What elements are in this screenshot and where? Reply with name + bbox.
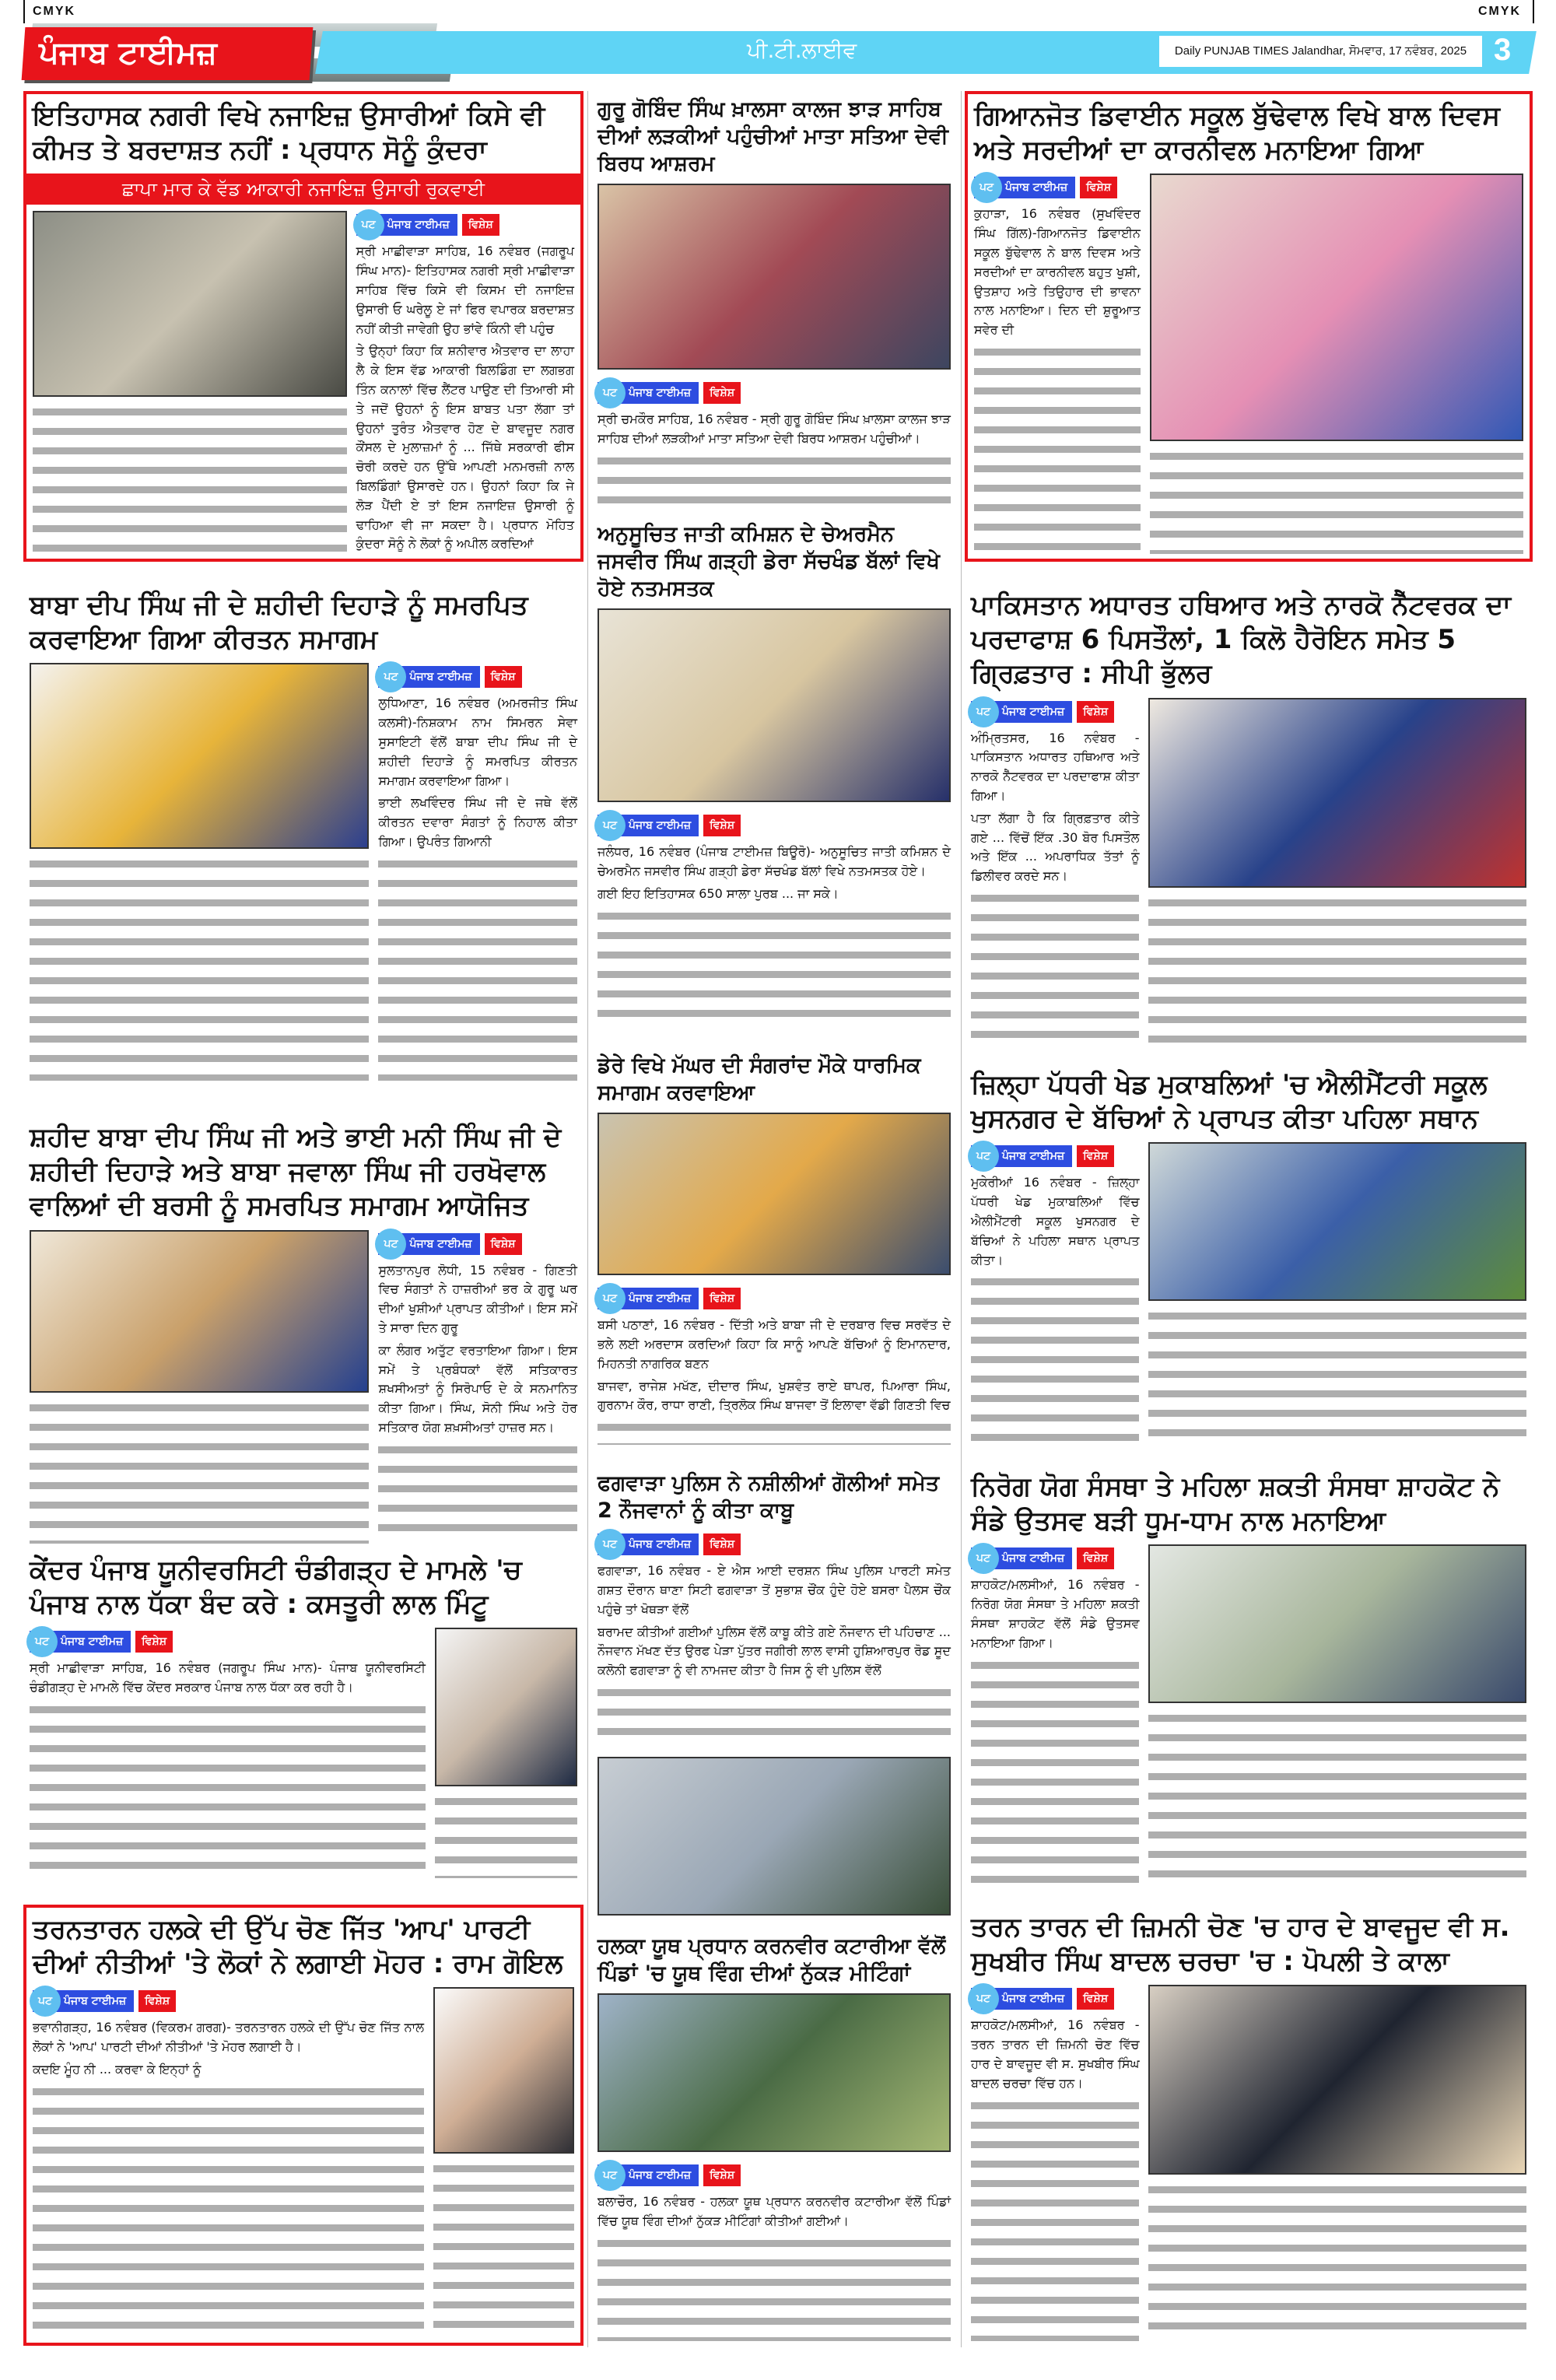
article-text	[598, 811, 951, 1028]
badge-special-tag: ਵਿਸ਼ੇਸ਼	[138, 1990, 176, 2012]
article-content	[30, 1230, 577, 1544]
news-article	[591, 91, 957, 516]
photo-column	[435, 1628, 577, 1878]
badge-brand	[598, 382, 699, 404]
article-body: ਕਾ ਲੰਗਰ ਅਤੁੱਟ ਵਰਤਾਇਆ ਗਿਆ। ਇਸ ਸਮੇਂ ਤੇ ਪ੍ਰਬੰਧਕਾਂ ਵੱਲੋਂ ਸਤਿਕਾਰਤ ਸ਼ਖਸੀਅਤਾਂ ਨੂੰ ਸਿਰੋਪਾਓ ਦੇ ਕੇ ਸਨਮਾਨਿਤ ਕੀਤਾ ਗਿਆ। ਸਿੰਘ, ਸੋਨੀ ਸਿੰਘ ਅਤੇ ਹੋਰ ਸਤਿਕਾਰ ਯੋਗ ਸ਼ਖ਼ਸੀਅਤਾਂ ਹਾਜ਼ਰ ਸਨ।	[378, 1342, 577, 1435]
body-text-lines	[971, 889, 1139, 1043]
photo-column	[30, 1230, 369, 1544]
article-lead: ਸੁਲਤਾਨਪੁਰ ਲੋਧੀ, 15 ਨਵੰਬਰ - ਗਿਣਤੀ ਵਿਚ ਸੰਗਤਾਂ ਨੇ ਹਾਜ਼ਰੀਆਂ ਭਰ ਕੇ ਗੁਰੂ ਘਰ ਦੀਆਂ ਖੁਸ਼ੀਆਂ ਪ੍ਰਾਪਤ ਕੀਤੀਆਂ। ਇਸ ਸਮੇਂ ਤੇ ਸਾਰਾ ਦਿਨ ਗੁਰੂ	[378, 1262, 577, 1335]
body-text-lines	[971, 1656, 1139, 1885]
badge-brand-label: ਪੰਜਾਬ ਟਾਈਮਜ਼	[629, 2169, 692, 2182]
article-lead: ਬਸੀ ਪਠਾਣਾਂ, 16 ਨਵੰਬਰ - ਦਿੱਤੀ ਅਤੇ ਬਾਬਾ ਜੀ ਦੇ ਦਰਬਾਰ ਵਿਚ ਸਰਵੱਤ ਦੇ ਭਲੇ ਲਈ ਅਰਦਾਸ ਕਰਦਿਆਂ ਕਿਹਾ ਕਿ ਸਾਨੂੰ ਆਪਣੇ ਬੱਚਿਆਂ ਨੂੰ ਇਮਾਨਦਾਰ, ਮਿਹਨਤੀ ਨਾਗਰਿਕ ਬਣਨ	[598, 1317, 951, 1371]
badge-brand-label: ਪੰਜਾਬ ਟਾਈਮਜ਼	[629, 819, 692, 832]
cmyk-mark-right: CMYK	[1478, 5, 1522, 18]
punjab-times-logo-icon: ਪਟ	[968, 1141, 999, 1172]
body-text-lines	[378, 1441, 577, 1544]
article-content	[598, 1993, 951, 2341]
article-content	[33, 211, 574, 554]
article-lead: ਕੁਹਾੜਾ, 16 ਨਵੰਬਰ (ਸੁਖਵਿੰਦਰ ਸਿੰਘ ਗਿੱਲ)-ਗਿਆਨਜੋਤ ਡਿਵਾਈਨ ਸਕੂਲ ਬੁੱਢੇਵਾਲ ਨੇ ਬਾਲ ਦਿਵਸ ਅਤੇ ਸਰਦੀਆਂ ਦਾ ਕਾਰਨੀਵਲ ਬਹੁਤ ਖੁਸ਼ੀ, ਉਤਸ਼ਾਹ ਅਤੇ ਤਿਉਹਾਰ ਦੀ ਭਾਵਨਾ ਨਾਲ ਮਨਾਇਆ। ਦਿਨ ਦੀ ਸ਼ੁਰੂਆਤ ਸਵੇਰ ਦੀ	[974, 206, 1141, 338]
article-lead: ਸ੍ਰੀ ਮਾਛੀਵਾੜਾ ਸਾਹਿਬ, 16 ਨਵੰਬਰ (ਜਗਰੂਪ ਸਿੰਘ ਮਾਨ)- ਇਤਿਹਾਸਕ ਨਗਰੀ ਸ੍ਰੀ ਮਾਛੀਵਾੜਾ ਸਾਹਿਬ ਵਿੱਚ ਕਿਸੇ ਵੀ ਕਿਸਮ ਦੀ ਨਜਾਇਜ਼ ਉਸਾਰੀ ਓ ਘਰੇਲੂ ਏ ਜਾਂ ਫਿਰ ਵਪਾਰਕ ਬਰਦਾਸ਼ਤ ਨਹੀਂ ਕੀਤੀ ਜਾਵੇਗੀ ਉਹ ਭਾਂਵੇ ਕਿੰਨੀ ਵੀ ਪਹੁੰਚ	[356, 244, 574, 336]
article-photo[interactable]	[30, 1230, 369, 1393]
article-lead: ਸ੍ਰੀ ਮਾਛੀਵਾੜਾ ਸਾਹਿਬ, 16 ਨਵੰਬਰ (ਜਗਰੂਪ ਸਿੰਘ ਮਾਨ)- ਪੰਜਾਬ ਯੂਨੀਵਰਸਿਟੀ ਚੰਡੀਗੜ੍ਹ ਦੇ ਮਾਮਲੇ ਵਿੱਚ ਕੇਂਦਰ ਸਰਕਾਰ ਪੰਜਾਬ ਨਾਲ ਧੱਕਾ ਕਰ ਰਹੀ ਹੈ।	[30, 1660, 426, 1695]
punjab-times-logo-icon: ਪਟ	[594, 2160, 626, 2191]
article-body: ਬਾਜਵਾ, ਰਾਜੇਸ਼ ਮਖੱਣ, ਦੀਦਾਰ ਸਿੰਘ, ਖੁਸ਼ਵੰਤ ਰਾਏ ਥਾਪਰ, ਪਿਆਰਾ ਸਿੰਘ, ਗੁਰਨਾਮ ਕੌਰ, ਰਾਧਾ ਰਾਣੀ, ਤ੍ਰਿਲੋਕ ਸਿੰਘ ਬਾਜਵਾ ਤੋਂ ਇਲਾਵਾ ਵੱਡੀ ਗਿਣਤੀ ਵਿਚ	[598, 1378, 951, 1413]
news-article	[965, 91, 1533, 562]
badge-brand-label: ਪੰਜਾਬ ਟਾਈਮਜ਼	[409, 1237, 472, 1250]
badge-brand	[598, 2164, 699, 2186]
badge-brand-label: ਪੰਜਾਬ ਟਾਈਮਜ਼	[629, 1292, 692, 1306]
article-photo[interactable]	[30, 663, 369, 849]
badge-brand-label: ਪੰਜਾਬ ਟਾਈਮਜ਼	[1002, 1993, 1065, 2006]
badge-special-tag: ਵਿਸ਼ੇਸ਼	[1077, 1988, 1114, 2010]
badge-brand	[974, 177, 1075, 198]
source-badge	[598, 815, 951, 836]
punjab-times-logo-icon: ਪਟ	[968, 696, 999, 727]
punjab-times-logo-icon: ਪਟ	[375, 1229, 406, 1260]
body-text-lines	[598, 1684, 951, 1747]
punjab-times-logo-icon: ਪਟ	[594, 1283, 626, 1314]
badge-brand-label: ਪੰਜਾਬ ਟਾਈਮਜ਼	[1002, 1150, 1065, 1163]
registration-mark-right	[1533, 0, 1534, 23]
source-badge	[598, 382, 951, 404]
article-text	[30, 1628, 426, 1878]
body-text-lines	[433, 2160, 574, 2338]
registration-mark-left	[23, 0, 25, 23]
article-content	[971, 1985, 1526, 2341]
source-badge	[971, 1548, 1139, 1569]
article-content	[598, 184, 951, 511]
body-text-lines	[1150, 447, 1523, 554]
article-lead: ਬਲਾਚੌਰ, 16 ਨਵੰਬਰ - ਹਲਕਾ ਯੂਥ ਪ੍ਰਧਾਨ ਕਰਨਵੀਰ ਕਟਾਰੀਆ ਵੱਲੋਂ ਪਿੰਡਾਂ ਵਿੱਚ ਯੂਥ ਵਿੰਗ ਦੀਆਂ ਨੁੱਕੜ ਮੀਟਿੰਗਾਂ ਕੀਤੀਆਂ ਗਈਆਂ।	[598, 2194, 951, 2228]
article-body: ਭਾਈ ਲਖਵਿੰਦਰ ਸਿੰਘ ਜੀ ਦੇ ਜਥੇ ਵੱਲੋਂ ਕੀਰਤਨ ਦਵਾਰਾ ਸੰਗਤਾਂ ਨੂੰ ਨਿਹਾਲ ਕੀਤਾ ਗਿਆ। ਉਪਰੰਤ ਗਿਆਨੀ	[378, 795, 577, 849]
body-text-lines	[378, 855, 577, 1081]
body-text-lines	[33, 403, 347, 554]
badge-special-tag: ਵਿਸ਼ੇਸ਼	[703, 382, 741, 404]
source-badge	[356, 214, 574, 236]
article-headline[interactable]: ਨਿਰੋਗ ਯੋਗ ਸੰਸਥਾ ਤੇ ਮਹਿਲਾ ਸ਼ਕਤੀ ਸੰਸਥਾ ਸ਼ਾਹਕੋਟ ਨੇ ਸੰਡੇ ਉਤਸਵ ਬੜੀ ਧੂਮ-ਧਾਮ ਨਾਲ ਮਨਾਇਆ	[971, 1471, 1500, 1537]
news-article	[23, 584, 584, 1085]
section-title: ਪੀ.ਟੀ.ਲਾਈਵ	[747, 37, 857, 63]
article-photo[interactable]	[598, 1993, 951, 2152]
punjab-times-logo-icon: ਪਟ	[26, 1626, 58, 1657]
article-content	[598, 1530, 951, 1916]
punjab-times-logo-icon: ਪਟ	[353, 209, 384, 240]
article-photo[interactable]	[433, 1987, 574, 2154]
photo-column	[1148, 1544, 1526, 1885]
photo-column	[30, 663, 369, 1081]
photo-column	[1148, 698, 1526, 1043]
article-photo[interactable]	[1148, 1985, 1526, 2175]
article-body: ਤੇ ਉਨ੍ਹਾਂ ਕਿਹਾ ਕਿ ਸ਼ਨੀਵਾਰ ਐਤਵਾਰ ਦਾ ਲਾਹਾ ਲੈ ਕੇ ਇਸ ਵੱਡ ਆਕਾਰੀ ਬਿਲਡਿੰਗ ਦਾ ਲਗਭਗ ਤਿੰਨ ਕਨਾਲਾਂ ਵਿੱਚ ਲੈਂਟਰ ਪਾਉਣ ਦੀ ਤਿਆਰੀ ਸੀ ਤੇ ਜਦੋਂ ਉਹਨਾਂ ਨੂੰ ਇਸ ਬਾਬਤ ਪਤਾ ਲੱਗਾ ਤਾਂ ਉਹਨਾਂ ਤੁਰੰਤ ਐਤਵਾਰ ਹੋਣ ਦੇ ਬਾਵਜੂਦ ਨਗਰ ਕੌਂਸਲ ਦੇ ਮੁਲਾਜ਼ਮਾਂ ਨੂੰ ... ਜਿੱਥੇ ਸਰਕਾਰੀ ਫੀਸ ਚੋਰੀ ਕਰਦੇ ਹਨ ਉੱਥੇ ਆਪਣੀ ਮਨਮਰਜ਼ੀ ਨਾਲ ਬਿਲਡਿੰਗਾਂ ਉਸਾਰਦੇ ਹਨ। ਉਹਨਾਂ ਕਿਹਾ ਕਿ ਜੇ ਲੋੜ ਪੈਂਦੀ ਏ ਤਾਂ ਇਸ ਨਜਾਇਜ਼ ਉਸਾਰੀ ਨੂੰ ਢਾਹਿਆ ਵੀ ਜਾ ਸਕਦਾ ਹੈ। ਪ੍ਰਧਾਨ ਮੋਹਿਤ ਕੁੰਦਰਾ ਸੋਨੂੰ ਨੇ ਲੋਕਾਂ ਨੂੰ ਅਪੀਲ ਕਰਦਿਆਂ	[356, 343, 574, 552]
article-headline[interactable]: ਗੁਰੂ ਗੋਬਿੰਦ ਸਿੰਘ ਖ਼ਾਲਸਾ ਕਾਲਜ ਝਾੜ ਸਾਹਿਬ ਦੀਆਂ ਲੜਕੀਆਂ ਪਹੁੰਚੀਆਂ ਮਾਤਾ ਸਤਿਆ ਦੇਵੀ ਬਿਰਧ ਆਸ਼ਰਮ	[598, 97, 948, 177]
article-content	[30, 663, 577, 1081]
article-lead: ਸ੍ਰੀ ਚਮਕੌਰ ਸਾਹਿਬ, 16 ਨਵੰਬਰ - ਸ੍ਰੀ ਗੁਰੂ ਗੋਬਿੰਦ ਸਿੰਘ ਖ਼ਾਲਸਾ ਕਾਲਜ ਝਾੜ ਸਾਹਿਬ ਦੀਆਂ ਲੜਕੀਆਂ ਮਾਤਾ ਸਤਿਆ ਦੇਵੀ ਬਿਰਧ ਆਸ਼ਰਮ ਪਹੁੰਚੀਆਂ।	[598, 412, 951, 447]
article-headline[interactable]: ਪਾਕਿਸਤਾਨ ਅਧਾਰਤ ਹਥਿਆਰ ਅਤੇ ਨਾਰਕੋ ਨੈੱਟਵਰਕ ਦਾ ਪਰਦਾਫਾਸ਼ 6 ਪਿਸਤੌਲਾਂ, 1 ਕਿਲੋ ਹੈਰੋਇਨ ਸਮੇਤ 5 ਗ੍ਰਿਫ਼ਤਾਰ : ਸੀਪੀ ਭੁੱਲਰ	[971, 590, 1511, 690]
article-content	[971, 1544, 1526, 1885]
badge-special-tag: ਵਿਸ਼ੇਸ਼	[135, 1631, 173, 1653]
article-headline[interactable]: ਸ਼ਹੀਦ ਬਾਬਾ ਦੀਪ ਸਿੰਘ ਜੀ ਅਤੇ ਭਾਈ ਮਨੀ ਸਿੰਘ ਜੀ ਦੇ ਸ਼ਹੀਦੀ ਦਿਹਾੜੇ ਅਤੇ ਬਾਬਾ ਜਵਾਲਾ ਸਿੰਘ ਜੀ ਹਰਖੋਵਾਲ ਵਾਲਿਆਂ ਦੀ ਬਰਸੀ ਨੂੰ ਸਮਰਪਿਤ ਸਮਾਗਮ ਆਯੋਜਿਤ	[30, 1122, 562, 1222]
article-content	[33, 1987, 574, 2338]
badge-special-tag: ਵਿਸ਼ੇਸ਼	[703, 1288, 741, 1309]
article-body: ਪਤਾ ਲੱਗਾ ਹੈ ਕਿ ਗ੍ਰਿਫ਼ਤਾਰ ਕੀਤੇ ਗਏ ... ਵਿੱਚੋਂ ਇੱਕ .30 ਬੋਰ ਪਿਸਤੌਲ ਅਤੇ ਇੱਕ ... ਅਪਰਾਧਿਕ ਤੱਤਾਂ ਨੂੰ ਡਿਲੀਵਰ ਕਰਦੇ ਸਨ।	[971, 810, 1140, 884]
article-headline[interactable]: ਤਰਨ ਤਾਰਨ ਦੀ ਜ਼ਿਮਨੀ ਚੋਣ 'ਚ ਹਾਰ ਦੇ ਬਾਵਜੂਦ ਵੀ ਸ. ਸੁਖਬੀਰ ਸਿੰਘ ਬਾਦਲ ਚਰਚਾ 'ਚ : ਪੋਪਲੀ ਤੇ ਕਾਲਾ	[971, 1912, 1510, 1978]
body-text-lines	[30, 1701, 426, 1878]
article-headline[interactable]: ਹਲਕਾ ਯੂਥ ਪ੍ਰਧਾਨ ਕਰਨਵੀਰ ਕਟਾਰੀਆ ਵੱਲੋਂ ਪਿੰਡਾਂ 'ਚ ਯੂਥ ਵਿੰਗ ਦੀਆਂ ਨੁੱਕੜ ਮੀਟਿੰਗਾਂ	[598, 1934, 946, 1986]
body-text-lines	[971, 2097, 1139, 2341]
article-lead: ਭਵਾਨੀਗੜ੍ਹ, 16 ਨਵੰਬਰ (ਵਿਕਰਮ ਗਰਗ)- ਤਰਨਤਾਰਨ ਹਲਕੇ ਦੀ ਉੱਪ ਚੋਣ ਜਿੱਤ ਨਾਲ ਲੋਕਾਂ ਨੇ 'ਆਪ' ਪਾਰਟੀ ਦੀਆਂ ਨੀਤੀਆਂ 'ਤੇ ਮੋਹਰ ਲਗਾਈ ਹੈ।	[33, 2020, 425, 2055]
punjab-times-logo-icon: ਪਟ	[594, 1529, 626, 1560]
badge-brand-label: ਪੰਜਾਬ ਟਾਈਮਜ਼	[629, 387, 692, 400]
source-badge	[33, 1990, 424, 2012]
badge-special-tag: ਵਿਸ਼ੇਸ਼	[1077, 701, 1114, 723]
source-badge	[598, 2164, 951, 2186]
article-lead: ਸ਼ਾਹਕੋਟ/ਮਲਸੀਆਂ, 16 ਨਵੰਬਰ - ਤਰਨ ਤਾਰਨ ਦੀ ਜ਼ਿਮਨੀ ਚੋਣ ਵਿੱਚ ਹਾਰ ਦੇ ਬਾਵਜੂਦ ਵੀ ਸ. ਸੁਖਬੀਰ ਸਿੰਘ ਬਾਦਲ ਚਰਚਾ ਵਿੱਚ ਹਨ।	[971, 2017, 1140, 2091]
masthead	[23, 23, 1533, 82]
article-content	[598, 608, 951, 1028]
article-content	[971, 698, 1526, 1043]
article-headline[interactable]: ਕੇਂਦਰ ਪੰਜਾਬ ਯੂਨੀਵਰਸਿਟੀ ਚੰਡੀਗੜ੍ਹ ਦੇ ਮਾਮਲੇ 'ਚ ਪੰਜਾਬ ਨਾਲ ਧੱਕਾ ਬੰਦ ਕਰੇ : ਕਸਤੂਰੀ ਲਾਲ ਮਿੰਟੂ	[30, 1555, 522, 1621]
source-badge	[974, 177, 1141, 198]
badge-brand	[33, 1990, 134, 2012]
article-lead: ਲੁਧਿਆਣਾ, 16 ਨਵੰਬਰ (ਅਮਰਜੀਤ ਸਿੰਘ ਕਲਸੀ)-ਨਿਸ਼ਕਾਮ ਨਾਮ ਸਿਮਰਨ ਸੇਵਾ ਸੁਸਾਇਟੀ ਵੱਲੋਂ ਬਾਬਾ ਦੀਪ ਸਿੰਘ ਜੀ ਦੇ ਸ਼ਹੀਦੀ ਦਿਹਾੜੇ ਨੂੰ ਸਮਰਪਿਤ ਕੀਰਤਨ ਸਮਾਗਮ ਕਰਵਾਇਆ ਗਿਆ।	[378, 696, 577, 788]
source-badge	[598, 1534, 951, 1555]
badge-brand	[971, 1988, 1072, 2010]
article-body: ਕਦਇ ਮੂੰਹ ਨੀ ... ਕਰਵਾ ਕੇ ਇਨ੍ਹਾਂ ਨੂੰ	[33, 2061, 202, 2077]
article-photo[interactable]	[598, 1757, 951, 1916]
article-text	[971, 698, 1139, 1043]
badge-special-tag: ਵਿਸ਼ੇਸ਼	[1077, 1145, 1114, 1167]
source-badge	[378, 1233, 577, 1255]
article-headline[interactable]: ਗਿਆਨਜੋਤ ਡਿਵਾਈਨ ਸਕੂਲ ਬੁੱਢੇਵਾਲ ਵਿਖੇ ਬਾਲ ਦਿਵਸ ਅਤੇ ਸਰਦੀਆਂ ਦਾ ਕਾਰਨੀਵਲ ਮਨਾਇਆ ਗਿਆ	[974, 100, 1501, 166]
article-headline[interactable]: ਜ਼ਿਲ੍ਹਾ ਪੱਧਰੀ ਖੇਡ ਮੁਕਾਬਲਿਆਂ 'ਚ ਐਲੀਮੈਂਟਰੀ ਸਕੂਲ ਖੁਸਨਗਰ ਦੇ ਬੱਚਿਆਂ ਨੇ ਪ੍ਰਾਪਤ ਕੀਤਾ ਪਹਿਲਾ ਸਥਾਨ	[971, 1069, 1488, 1135]
article-headline[interactable]: ਇਤਿਹਾਸਕ ਨਗਰੀ ਵਿਖੇ ਨਜਾਇਜ਼ ਉਸਾਰੀਆਂ ਕਿਸੇ ਵੀ ਕੀਮਤ ਤੇ ਬਰਦਾਸ਼ਤ ਨਹੀਂ : ਪ੍ਰਧਾਨ ਸੋਨੂੰ ਕੁੰਦਰਾ	[33, 100, 545, 166]
source-badge	[30, 1631, 426, 1653]
badge-brand-label: ਪੰਜਾਬ ਟਾਈਮਜ਼	[409, 671, 472, 684]
badge-brand	[598, 1288, 699, 1309]
article-photo[interactable]	[1148, 698, 1526, 888]
article-text	[598, 2161, 951, 2341]
punjab-times-logo-icon: ਪਟ	[30, 1986, 61, 2017]
article-photo[interactable]	[435, 1628, 577, 1786]
article-headline[interactable]: ਫਗਵਾੜਾ ਪੁਲਿਸ ਨੇ ਨਸ਼ੀਲੀਆਂ ਗੋਲੀਆਂ ਸਮੇਤ 2 ਨੌਜਵਾਨਾਂ ਨੂੰ ਕੀਤਾ ਕਾਬੂ	[598, 1471, 940, 1523]
badge-brand	[598, 1534, 699, 1555]
article-content	[598, 1113, 951, 1445]
article-lead: ਜਲੰਧਰ, 16 ਨਵੰਬਰ (ਪੰਜਾਬ ਟਾਈਮਜ਼ ਬਿਊਰੋ)- ਅਨੁਸੂਚਿਤ ਜਾਤੀ ਕਮਿਸ਼ਨ ਦੇ ਚੇਅਰਮੈਨ ਜਸਵੀਰ ਸਿੰਘ ਗੜ੍ਹੀ ਡੇਰਾ ਸੱਚਖੰਡ ਬੱਲਾਂ ਵਿਖੇ ਨਤਮਸਤਕ ਹੋਏ।	[598, 844, 951, 879]
article-text	[598, 1530, 951, 1747]
photo-column	[433, 1987, 574, 2338]
article-body: ਗਈ ਇਹ ਇਤਿਹਾਸਕ 650 ਸਾਲਾ ਪੁਰਬ ... ਜਾ ਸਕੇ।	[598, 885, 839, 901]
badge-brand-label: ਪੰਜਾਬ ਟਾਈਮਜ਼	[61, 1635, 124, 1649]
source-badge	[378, 666, 577, 688]
punjab-times-logo-icon: ਪਟ	[594, 377, 626, 408]
body-text-lines	[971, 1273, 1139, 1445]
source-badge	[598, 1288, 951, 1309]
punjab-times-logo-icon: ਪਟ	[968, 1543, 999, 1574]
news-article	[23, 1116, 584, 1548]
body-text-lines	[598, 1418, 951, 1445]
article-text	[378, 1230, 577, 1544]
article-text	[33, 1987, 424, 2338]
body-text-lines	[1148, 2181, 1526, 2341]
badge-brand	[378, 666, 479, 688]
badge-brand	[30, 1631, 131, 1653]
article-content	[971, 1142, 1526, 1445]
news-article	[23, 1548, 584, 1883]
badge-brand	[598, 815, 699, 836]
badge-special-tag: ਵਿਸ਼ੇਸ਼	[485, 1233, 522, 1255]
badge-special-tag: ਵਿਸ਼ੇਸ਼	[1077, 1548, 1114, 1569]
article-lead: ਮੁਕੇਰੀਆਂ 16 ਨਵੰਬਰ - ਜ਼ਿਲ੍ਹਾ ਪੱਧਰੀ ਖੇਡ ਮੁਕਾਬਲਿਆਂ ਵਿੱਚ ਐਲੀਮੈਂਟਰੀ ਸਕੂਲ ਖੁਸਨਗਰ ਦੇ ਬੱਚਿਆਂ ਨੇ ਪਹਿਲਾ ਸਥਾਨ ਪ੍ਰਾਪਤ ਕੀਤਾ।	[971, 1175, 1140, 1267]
badge-special-tag: ਵਿਸ਼ੇਸ਼	[703, 815, 741, 836]
article-lead: ਅੰਮ੍ਰਿਤਸਰ, 16 ਨਵੰਬਰ - ਪਾਕਿਸਤਾਨ ਅਧਾਰਤ ਹਥਿਆਰ ਅਤੇ ਨਾਰਕੋ ਨੈੱਟਵਰਕ ਦਾ ਪਰਦਾਫਾਸ਼ ਕੀਤਾ ਗਿਆ।	[971, 730, 1140, 803]
news-article	[591, 1465, 957, 1920]
badge-brand-label: ਪੰਜਾਬ ਟਾਈਮਜ਼	[1002, 705, 1065, 718]
body-text-lines	[1148, 1307, 1526, 1445]
badge-brand-label: ਪੰਜਾਬ ਟਾਈਮਜ਼	[387, 219, 450, 232]
badge-brand-label: ਪੰਜਾਬ ਟਾਈਮਜ਼	[629, 1538, 692, 1551]
body-text-lines	[974, 343, 1141, 554]
page-number: 3	[1494, 33, 1512, 67]
punjab-times-logo-icon: ਪਟ	[971, 172, 1002, 203]
news-article	[23, 91, 584, 562]
article-text	[378, 663, 577, 1081]
article-photo[interactable]	[33, 211, 347, 397]
news-article	[965, 1063, 1533, 1449]
article-photo[interactable]	[1148, 1544, 1526, 1703]
article-text	[971, 1142, 1139, 1445]
body-text-lines	[598, 452, 951, 511]
body-text-lines	[30, 855, 369, 1081]
article-body: ਬਰਾਮਦ ਕੀਤੀਆਂ ਗਈਆਂ ਪੁਲਿਸ ਵੱਲੋਂ ਕਾਬੂ ਕੀਤੇ ਗਏ ਨੌਜਵਾਨ ਦੀ ਪਹਿਚਾਣ ... ਨੌਜਵਾਨ ਮੱਖਣ ਦੱਤ ਉਰਫ ਪੇੜਾ ਪੁੱਤਰ ਜਗੀਰੀ ਲਾਲ ਵਾਸੀ ਹੁਸ਼ਿਆਰਪੁਰ ਰੋਡ ਸੂਦ ਕਲੋਨੀ ਫਗਵਾੜਾ ਨੂੰ ਵੀ ਨਾਮਜਦ ਕੀਤਾ ਹੈ ਜਿਸ ਨੂੰ ਵੀ ਪੁਲਿਸ ਵੱਲੋਂ	[598, 1624, 951, 1678]
article-content	[30, 1628, 577, 1878]
article-text	[598, 379, 951, 511]
source-badge	[971, 1145, 1139, 1167]
article-lead: ਸ਼ਾਹਕੋਟ/ਮਲਸੀਆਂ, 16 ਨਵੰਬਰ - ਨਿਰੋਗ ਯੋਗ ਸੰਸਥਾ ਤੇ ਮਹਿਲਾ ਸ਼ਕਤੀ ਸੰਸਥਾ ਸ਼ਾਹਕੋਟ ਵੱਲੋਂ ਸੰਡੇ ਉਤਸਵ ਮਨਾਇਆ ਗਿਆ।	[971, 1577, 1140, 1650]
badge-brand	[971, 701, 1072, 723]
dateline: Daily PUNJAB TIMES Jalandhar, ਸੋਮਵਾਰ, 17 ਨਵੰਬਰ, 2025	[1159, 36, 1482, 67]
badge-special-tag: ਵਿਸ਼ੇਸ਼	[462, 214, 499, 236]
photo-column	[1150, 174, 1523, 554]
photo-column	[598, 608, 951, 802]
news-article	[23, 1905, 584, 2346]
news-article	[591, 1928, 957, 2346]
photo-column	[1148, 1985, 1526, 2341]
news-article	[965, 1905, 1533, 2346]
article-headline[interactable]: ਤਰਨਤਾਰਨ ਹਲਕੇ ਦੀ ਉੱਪ ਚੋਣ ਜਿੱਤ 'ਆਪ' ਪਾਰਟੀ ਦੀਆਂ ਨੀਤੀਆਂ 'ਤੇ ਲੋਕਾਂ ਨੇ ਲਗਾਈ ਮੋਹਰ : ਰਾਮ ਗੋਇਲ	[33, 1914, 563, 1980]
news-article	[591, 1047, 957, 1449]
article-photo[interactable]	[598, 608, 951, 802]
article-text	[971, 1985, 1139, 2341]
body-text-lines	[1148, 894, 1526, 1043]
article-headline[interactable]: ਡੇਰੇ ਵਿਖੇ ਮੱਘਰ ਦੀ ਸੰਗਰਾਂਦ ਮੌਕੇ ਧਾਰਮਿਕ ਸਮਾਗਮ ਕਰਵਾਇਆ	[598, 1053, 921, 1106]
article-lead: ਫਗਵਾੜਾ, 16 ਨਵੰਬਰ - ਏ ਐਸ ਆਈ ਦਰਸ਼ਨ ਸਿੰਘ ਪੁਲਿਸ ਪਾਰਟੀ ਸਮੇਤ ਗਸ਼ਤ ਦੌਰਾਨ ਥਾਣਾ ਸਿਟੀ ਫਗਵਾੜਾ ਤੋਂ ਸੁਭਾਸ਼ ਚੌਂਕ ਹੁੰਦੇ ਹੋਏ ਬਸਰਾ ਪੈਲਸ ਚੌਂਕ ਪਹੁੰਚੇ ਤਾਂ ਖੋਥੜਾ ਵੱਲੋਂ	[598, 1563, 951, 1617]
photo-column	[598, 184, 951, 370]
article-photo[interactable]	[1150, 174, 1523, 441]
photo-column	[33, 211, 347, 554]
news-article	[965, 1465, 1533, 1890]
news-article	[965, 584, 1533, 1047]
badge-special-tag: ਵਿਸ਼ੇਸ਼	[703, 2164, 741, 2186]
column-rule	[961, 91, 962, 2347]
article-headline[interactable]: ਬਾਬਾ ਦੀਪ ਸਿੰਘ ਜੀ ਦੇ ਸ਼ਹੀਦੀ ਦਿਹਾੜੇ ਨੂੰ ਸਮਰਪਿਤ ਕਰਵਾਇਆ ਗਿਆ ਕੀਰਤਨ ਸਮਾਗਮ	[30, 590, 528, 656]
badge-special-tag: ਵਿਸ਼ੇਸ਼	[485, 666, 522, 688]
punjab-times-logo-icon: ਪਟ	[968, 1983, 999, 2014]
article-headline[interactable]: ਅਨੁਸੂਚਿਤ ਜਾਤੀ ਕਮਿਸ਼ਨ ਦੇ ਚੇਅਰਮੈਨ ਜਸਵੀਰ ਸਿੰਘ ਗੜ੍ਹੀ ਡੇਰਾ ਸੱਚਖੰਡ ਬੱਲਾਂ ਵਿਖੇ ਹੋਏ ਨਤਮਸਤਕ	[598, 522, 940, 601]
badge-special-tag: ਵਿਸ਼ੇਸ਼	[703, 1534, 741, 1555]
article-text	[971, 1544, 1139, 1885]
badge-brand	[356, 214, 457, 236]
body-text-lines	[598, 2235, 951, 2341]
article-photo[interactable]	[598, 184, 951, 370]
punjab-times-logo-icon: ਪਟ	[375, 661, 406, 692]
source-badge	[971, 1988, 1139, 2010]
column-rule	[587, 91, 588, 2347]
photo-column	[598, 1993, 951, 2152]
body-text-lines	[33, 2083, 424, 2338]
article-text	[598, 1285, 951, 1445]
body-text-lines	[356, 557, 574, 562]
photo-column	[1148, 1142, 1526, 1445]
article-photo[interactable]	[598, 1113, 951, 1275]
body-text-lines	[1148, 1709, 1526, 1885]
body-text-lines	[598, 907, 951, 1028]
article-photo[interactable]	[1148, 1142, 1526, 1301]
body-text-lines	[435, 1793, 577, 1878]
badge-brand	[378, 1233, 479, 1255]
photo-column	[598, 1113, 951, 1275]
news-article	[591, 516, 957, 1032]
badge-brand-label: ਪੰਜਾਬ ਟਾਈਮਜ਼	[1002, 1552, 1065, 1565]
punjab-times-logo-icon: ਪਟ	[594, 810, 626, 841]
badge-brand-label: ਪੰਜਾਬ ਟਾਈਮਜ਼	[64, 1995, 127, 2008]
badge-special-tag: ਵਿਸ਼ੇਸ਼	[1080, 177, 1117, 198]
photo-column	[598, 1757, 951, 1916]
badge-brand	[971, 1548, 1072, 1569]
badge-brand	[971, 1145, 1072, 1167]
logo-title: ਪੰਜਾਬ ਟਾਈਮਜ਼	[39, 35, 217, 71]
source-badge	[971, 701, 1139, 723]
badge-brand-label: ਪੰਜਾਬ ਟਾਈਮਜ਼	[1005, 181, 1068, 195]
article-text	[356, 211, 574, 554]
article-text	[974, 174, 1141, 554]
article-content	[974, 174, 1523, 554]
body-text-lines	[30, 1399, 369, 1544]
article-subheadline: ਛਾਪਾ ਮਾਰ ਕੇ ਵੱਡ ਆਕਾਰੀ ਨਜਾਇਜ਼ ਉਸਾਰੀ ਰੁਕਵਾਈ	[26, 174, 580, 205]
cmyk-mark-left: CMYK	[33, 5, 76, 18]
newspaper-logo	[22, 27, 314, 80]
